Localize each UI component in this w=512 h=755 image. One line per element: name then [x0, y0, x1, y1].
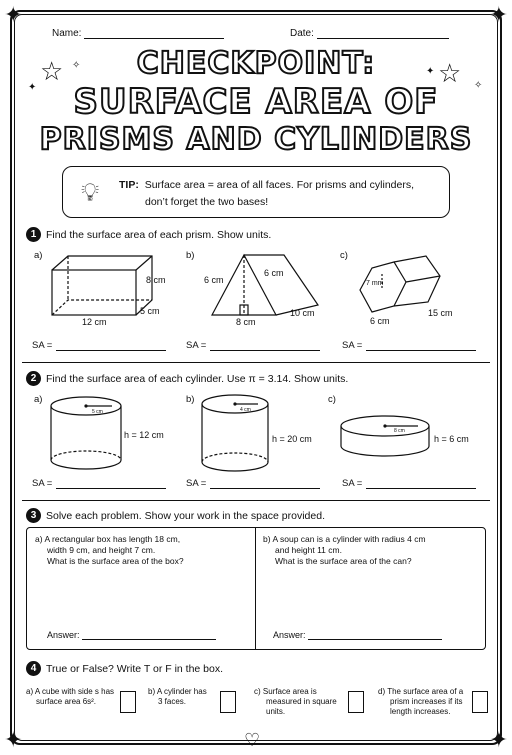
cylinder-a-height: h = 12 cm — [124, 430, 164, 440]
question-3-instruction: Solve each problem. Show your work in the space provided. — [46, 510, 325, 522]
cylinder-a-radius: 5 cm — [92, 409, 103, 415]
statement-c: c) Surface area is measured in square units. — [254, 687, 337, 716]
sa-answer-field[interactable]: SA = — [186, 478, 320, 489]
answer-field-a[interactable]: Answer: — [47, 630, 216, 640]
part-label: c) — [340, 250, 348, 261]
tip-text-2: don’t forget the two bases! — [145, 196, 269, 208]
part-label: b) — [186, 394, 195, 405]
corner-star-icon: ✦ — [489, 727, 508, 752]
prism-a-height: 8 cm — [146, 275, 166, 285]
question-number: 2 — [26, 371, 41, 386]
sa-answer-field[interactable]: SA = — [32, 478, 166, 489]
prism-b-left: 6 cm — [204, 275, 224, 285]
prism-a-length: 12 cm — [82, 317, 107, 327]
question-number: 1 — [26, 227, 41, 242]
corner-star-icon: ✦ — [4, 2, 23, 27]
box-divider — [255, 528, 256, 649]
sparkle-icon: ✦ — [28, 82, 37, 93]
prism-c-side: 6 cm — [370, 316, 390, 326]
prism-b-base: 8 cm — [236, 317, 256, 327]
title-line-3: PRISMS AND CYLINDERS — [39, 122, 473, 157]
answer-box-c[interactable] — [348, 691, 364, 713]
answer-box-d[interactable] — [472, 691, 488, 713]
word-problem-box — [26, 527, 486, 650]
smiling-star-icon: ☆ — [438, 58, 462, 88]
heart-icon: ♡ — [244, 730, 261, 750]
corner-star-icon: ✦ — [489, 2, 508, 27]
problem-a: a) A rectangular box has length 18 cm, width 9 cm, and height 7 cm. What is the surface area of the box? — [35, 534, 184, 566]
cylinder-b-height: h = 20 cm — [272, 434, 312, 444]
sparkle-icon: ✦ — [426, 66, 435, 77]
statement-a: a) A cube with side s has surface area 6s². — [26, 687, 115, 706]
statement-d: d) The surface area of a prism increases if its length increases. — [378, 687, 464, 716]
prism-c-length: 15 cm — [428, 308, 453, 318]
lightbulb-icon: 💡︎ — [81, 177, 100, 207]
sa-answer-field[interactable]: SA = — [342, 478, 476, 489]
tip-label: TIP: — [119, 179, 139, 191]
question-1-instruction: Find the surface area of each prism. Show units. — [46, 229, 272, 241]
section-divider — [22, 500, 490, 501]
answer-box-a[interactable] — [120, 691, 136, 713]
cylinder-c-height: h = 6 cm — [434, 434, 469, 444]
question-2-instruction: Find the surface area of each cylinder. Use π = 3.14. Show units. — [46, 373, 349, 385]
answer-box-b[interactable] — [220, 691, 236, 713]
part-label: a) — [34, 394, 43, 405]
prism-a-depth: 5 cm — [140, 306, 160, 316]
prism-b-length: 10 cm — [290, 308, 315, 318]
title-line-2: SURFACE AREA OF — [73, 82, 439, 122]
sa-answer-field[interactable]: SA = — [32, 340, 166, 351]
question-number: 3 — [26, 508, 41, 523]
question-number: 4 — [26, 661, 41, 676]
star-icon: ☆ — [40, 56, 64, 86]
prism-b-right: 6 cm — [264, 268, 284, 278]
sparkle-icon: ✧ — [474, 80, 483, 91]
cylinder-c-radius: 8 cm — [394, 428, 405, 434]
title-line-1: CHECKPOINT: — [136, 46, 376, 81]
part-label: b) — [186, 250, 195, 261]
question-4-instruction: True or False? Write T or F in the box. — [46, 663, 224, 675]
sa-answer-field[interactable]: SA = — [186, 340, 320, 351]
name-label: Name: — [52, 28, 82, 39]
part-label: c) — [328, 394, 336, 405]
cylinder-b-radius: 4 cm — [240, 407, 251, 413]
part-label: a) — [34, 250, 43, 261]
date-label: Date: — [290, 28, 314, 39]
problem-b: b) A soup can is a cylinder with radius 4 cm and height 11 cm. What is the surface area of the can? — [263, 534, 426, 566]
sparkle-icon: ✧ — [72, 60, 81, 71]
prism-c-apothem: 7 mm — [366, 280, 384, 287]
answer-field-b[interactable]: Answer: — [273, 630, 442, 640]
sa-answer-field[interactable]: SA = — [342, 340, 476, 351]
corner-star-icon: ✦ — [4, 727, 23, 752]
statement-b: b) A cylinder has 3 faces. — [148, 687, 207, 706]
tip-text-1: Surface area = area of all faces. For prisms and cylinders, — [144, 179, 415, 191]
